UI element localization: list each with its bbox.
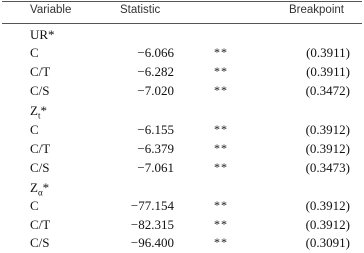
cell-breakpoint: (0.3911) (306, 45, 350, 60)
group-label-zt (30, 103, 47, 121)
cell-statistic: −6.155 (137, 122, 174, 137)
cell-variable: C (30, 45, 39, 60)
cell-breakpoint: (0.3912) (305, 141, 350, 156)
cell-significance: ** (214, 141, 228, 155)
group-label-suffix: * (40, 103, 47, 118)
cell-variable: C/S (30, 83, 50, 98)
group-label-suffix: * (42, 180, 50, 195)
table-top-rule (2, 1, 362, 2)
group-label-subscript: α (37, 187, 43, 198)
cell-statistic: −6.066 (137, 45, 174, 60)
cell-variable: C/T (30, 217, 51, 232)
cell-variable: C (30, 122, 39, 137)
table-row (0, 141, 364, 159)
table-row (0, 198, 364, 216)
group-label-main: Z (30, 103, 38, 118)
header-statistic: Statistic (120, 4, 161, 16)
cell-variable: C/T (30, 64, 51, 79)
cell-variable: C (30, 198, 39, 213)
cell-statistic: −7.020 (137, 83, 174, 98)
cell-significance: ** (214, 160, 228, 174)
group-label-zalpha (30, 180, 49, 198)
cell-statistic: −77.154 (130, 198, 174, 213)
table-row (0, 45, 364, 63)
table-row (0, 83, 364, 101)
cell-variable: C/S (30, 235, 50, 250)
cell-significance: ** (214, 45, 228, 59)
table-row (0, 64, 364, 82)
table-row (0, 235, 364, 253)
header-variable: Variable (30, 4, 72, 16)
cell-variable: C/S (30, 160, 50, 175)
group-label-subscript: t (37, 110, 41, 121)
cell-breakpoint: (0.3911) (306, 64, 350, 79)
cell-significance: ** (214, 217, 228, 231)
header-rule (2, 23, 362, 24)
cell-breakpoint: (0.3473) (305, 160, 350, 175)
cell-statistic: −82.315 (130, 217, 174, 232)
cell-significance: ** (214, 64, 228, 78)
cell-statistic: −7.061 (137, 160, 174, 175)
cell-statistic: −6.379 (137, 141, 174, 156)
cell-breakpoint: (0.3091) (305, 235, 350, 250)
cell-significance: ** (214, 235, 228, 249)
cell-breakpoint: (0.3912) (305, 198, 350, 213)
cell-significance: ** (214, 83, 228, 97)
table-row (0, 160, 364, 178)
cell-statistic: −6.282 (137, 64, 174, 79)
cell-statistic: −96.400 (130, 235, 174, 250)
header-breakpoint: Breakpoint (289, 4, 344, 16)
cell-significance: ** (214, 198, 228, 212)
cell-breakpoint: (0.3912) (305, 217, 350, 232)
group-label-main: Z (30, 180, 38, 195)
cell-breakpoint: (0.3472) (305, 83, 350, 98)
cell-breakpoint: (0.3912) (305, 122, 350, 137)
cell-significance: ** (214, 122, 228, 136)
table-row (0, 122, 364, 140)
group-label-ur: UR* (30, 27, 55, 42)
table-row (0, 217, 364, 235)
cell-variable: C/T (30, 141, 51, 156)
